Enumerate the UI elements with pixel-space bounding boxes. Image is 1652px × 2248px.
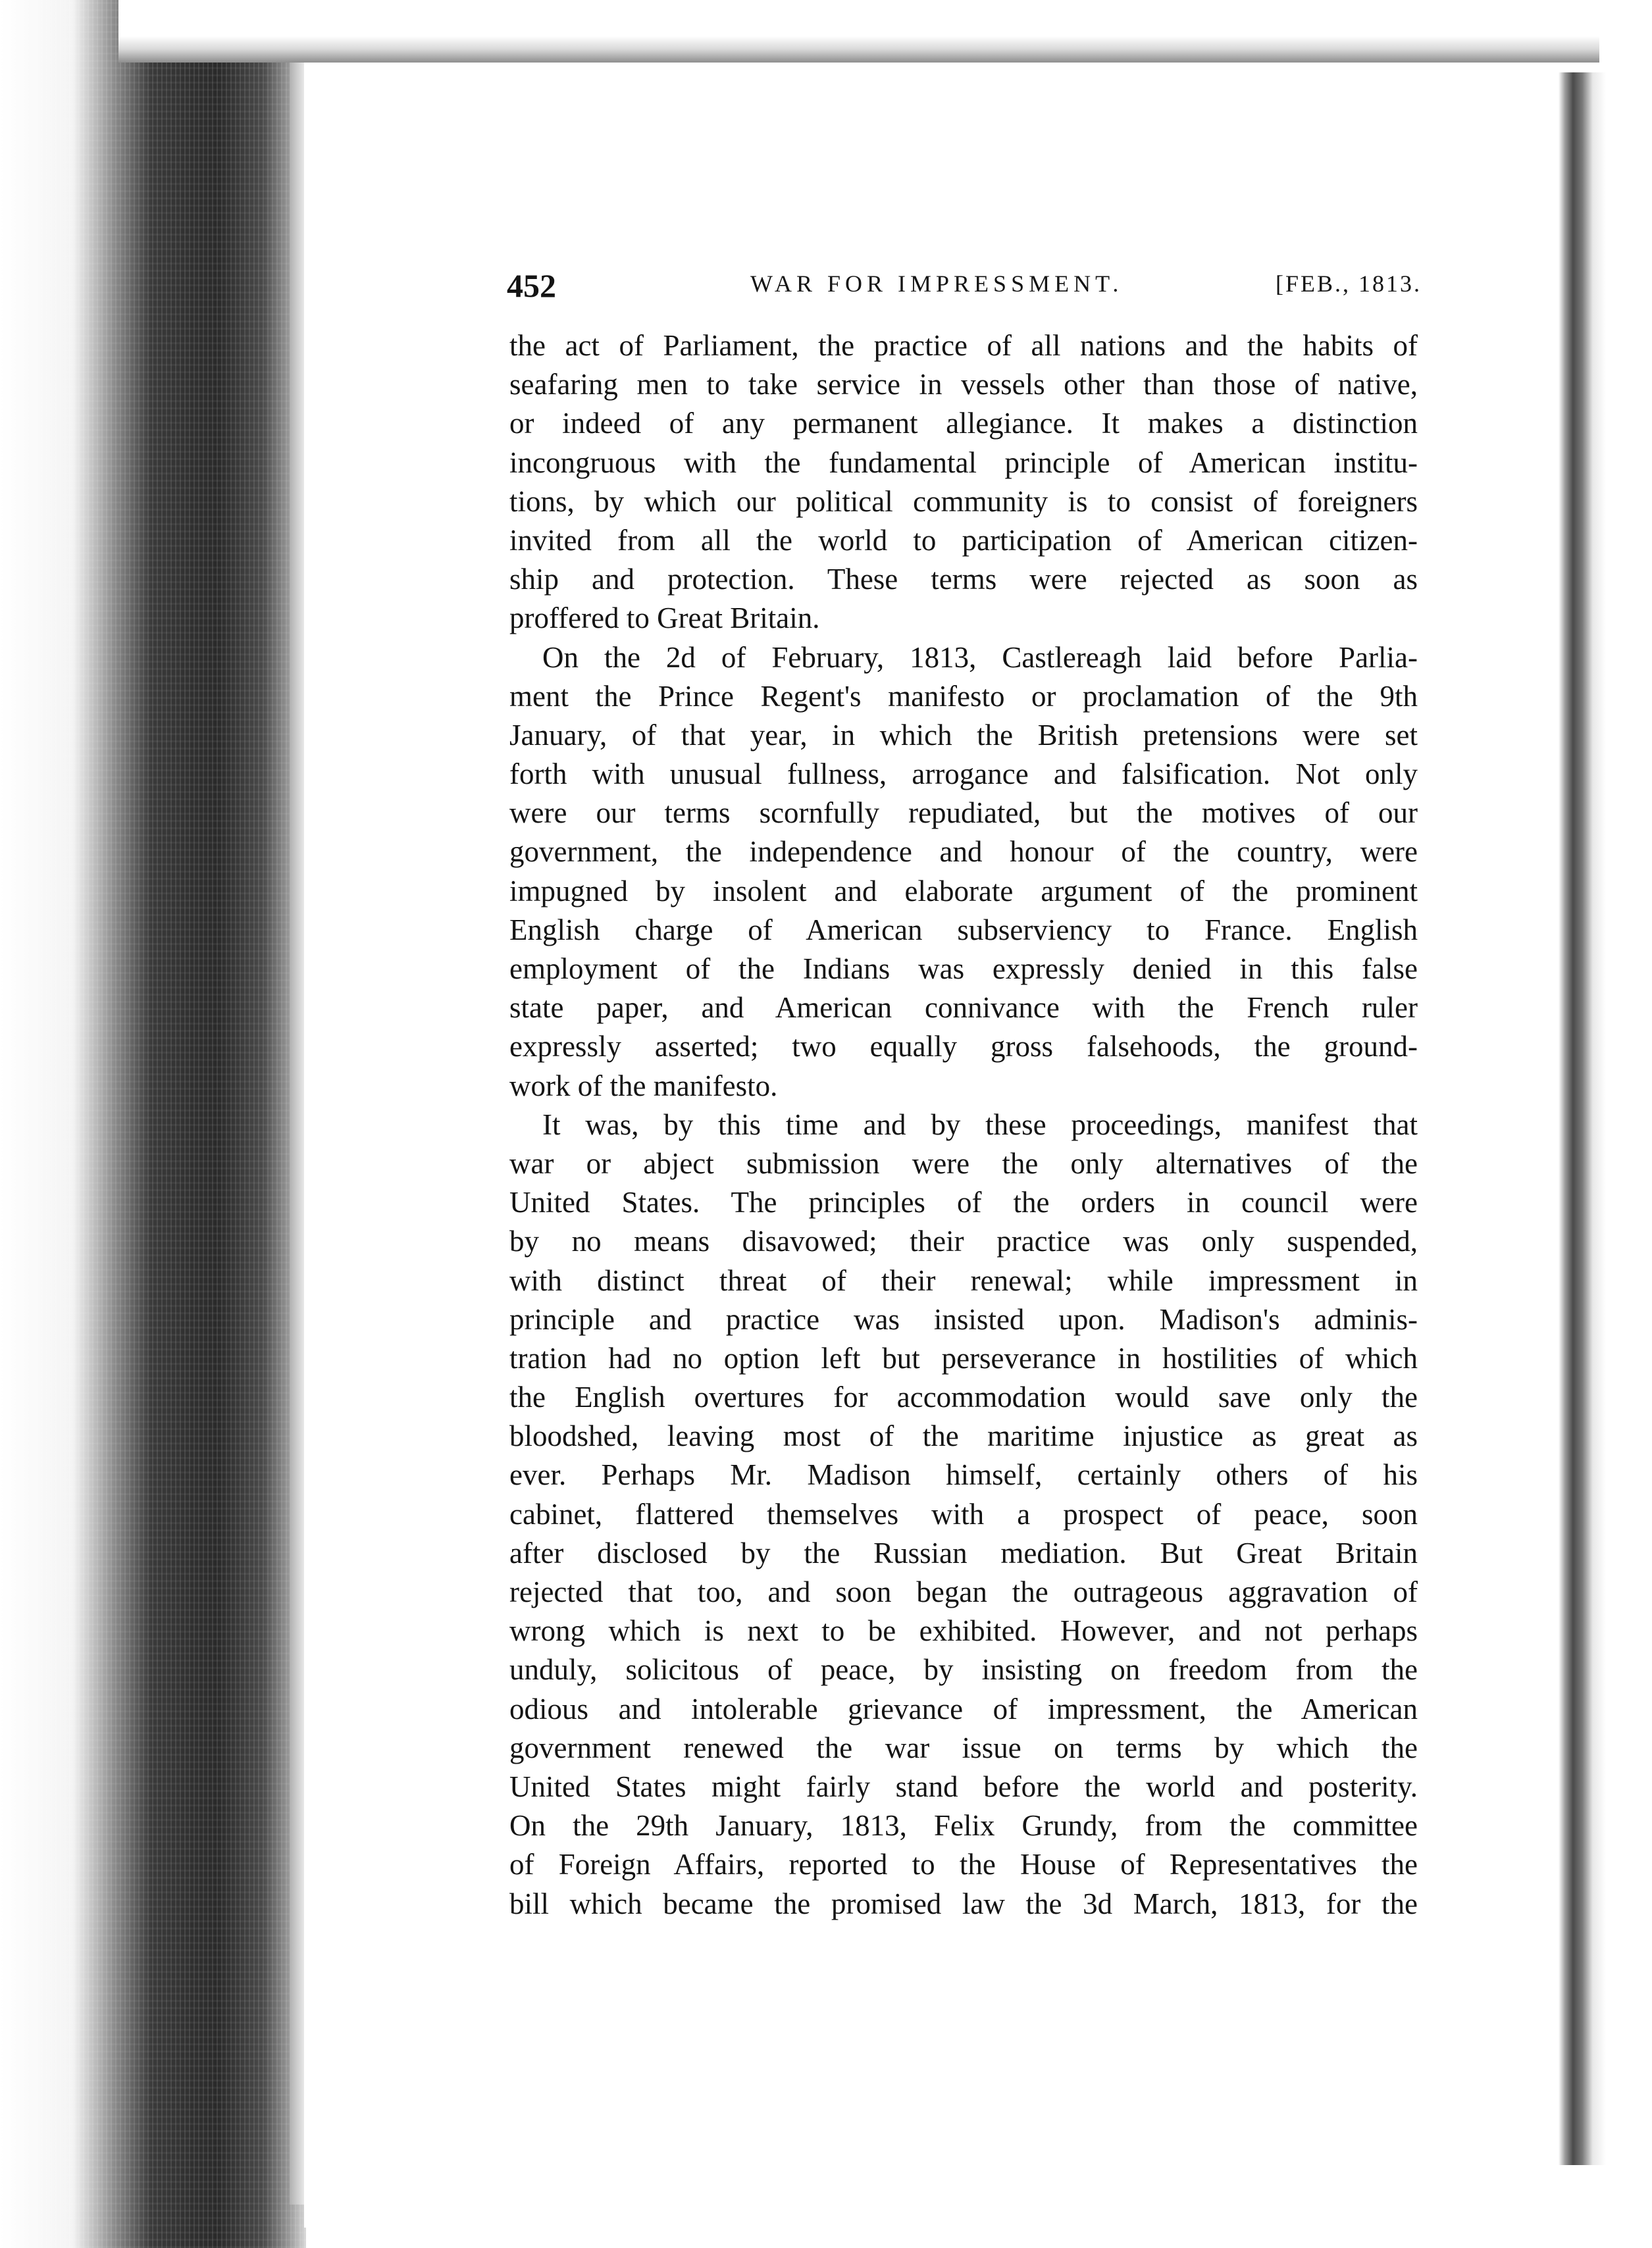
text-line: after disclosed by the Russian mediation. But Great Britain (509, 1536, 1418, 1570)
text-line: January, of that year, in which the British pretensions were set (509, 718, 1418, 752)
running-head: WAR FOR IMPRESSMENT. (750, 270, 1123, 297)
text-line: odious and intolerable grievance of impressment, the American (509, 1692, 1418, 1725)
text-line: seafaring men to take service in vessels other than those of native, (509, 368, 1418, 401)
text-line: unduly, solicitous of peace, by insisting on freedom from the (509, 1653, 1418, 1687)
text-line: impugned by insolent and elaborate argument of the prominent (509, 874, 1418, 907)
body-text (509, 326, 1418, 1924)
paragraph-2 (509, 638, 1418, 1106)
text-line: or indeed of any permanent allegiance. It makes a distinction (509, 407, 1418, 440)
text-line: On the 29th January, 1813, Felix Grundy, from the committee (509, 1809, 1418, 1843)
text-line: forth with unusual fullness, arrogance and falsification. Not only (509, 757, 1418, 791)
text-line: with distinct threat of their renewal; while impressment in (509, 1264, 1418, 1297)
text-line: state paper, and American connivance with the French ruler (509, 991, 1418, 1025)
text-line: invited from all the world to participation of American citizen- (509, 523, 1418, 557)
paragraph-1 (509, 326, 1418, 638)
page-number: 452 (507, 267, 556, 304)
text-line: ever. Perhaps Mr. Madison himself, certainly others of his (509, 1458, 1418, 1492)
text-line: tration had no option left but perseverance in hostilities of which (509, 1341, 1418, 1375)
text-line: war or abject submission were the only alternatives of the (509, 1146, 1418, 1180)
text-line: government, the independence and honour of the country, were (509, 835, 1418, 869)
text-line: rejected that too, and soon began the outrageous aggravation of (509, 1575, 1418, 1608)
text-line: wrong which is next to be exhibited. However, and not perhaps (509, 1614, 1418, 1648)
text-line: proffered to Great Britain. (509, 601, 820, 635)
text-line: of Foreign Affairs, reported to the House of Representatives the (509, 1848, 1418, 1881)
text-line: English charge of American subserviency to France. English (509, 913, 1418, 946)
text-line: expressly asserted; two equally gross falsehoods, the ground- (509, 1030, 1418, 1063)
text-line: ment the Prince Regent's manifesto or proclamation of the 9th (509, 679, 1418, 713)
page-header (507, 263, 1422, 309)
text-line: bill which became the promised law the 3d March, 1813, for the (509, 1887, 1418, 1920)
text-line: by no means disavowed; their practice was only suspended, (509, 1225, 1418, 1258)
text-line: were our terms scornfully repudiated, but the motives of our (509, 796, 1418, 830)
text-line: cabinet, flattered themselves with a prospect of peace, soon (509, 1497, 1418, 1531)
text-line: principle and practice was insisted upon. Madison's adminis- (509, 1302, 1418, 1336)
scan-top-edge (118, 0, 1599, 63)
text-line: the English overtures for accommodation would save only the (509, 1381, 1418, 1414)
date-head: [FEB., 1813. (1275, 270, 1422, 297)
text-line: United States. The principles of the orders in council were (509, 1186, 1418, 1219)
page-gutter-edge (290, 39, 304, 2205)
text-line: United States might fairly stand before the world and posterity. (509, 1770, 1418, 1803)
text-line: ship and protection. These terms were rejected as soon as (509, 563, 1418, 596)
text-line: It was, by this time and by these proceedings, manifest that (542, 1108, 1418, 1141)
text-line: government renewed the war issue on terms by which the (509, 1731, 1418, 1764)
paragraph-3 (509, 1106, 1418, 1924)
book-spine-shadow (0, 0, 306, 2248)
text-line: On the 2d of February, 1813, Castlereagh laid before Parlia- (542, 640, 1418, 674)
text-line: employment of the Indians was expressly denied in this false (509, 952, 1418, 985)
text-line: work of the manifesto. (509, 1069, 778, 1102)
right-margin (1606, 0, 1652, 2248)
text-line: tions, by which our political community is to consist of foreigners (509, 484, 1418, 518)
text-line: incongruous with the fundamental principle of American institu- (509, 446, 1418, 479)
facing-page-edge (1553, 72, 1606, 2165)
text-line: the act of Parliament, the practice of all nations and the habits of (509, 329, 1418, 362)
text-line: bloodshed, leaving most of the maritime injustice as great as (509, 1419, 1418, 1453)
